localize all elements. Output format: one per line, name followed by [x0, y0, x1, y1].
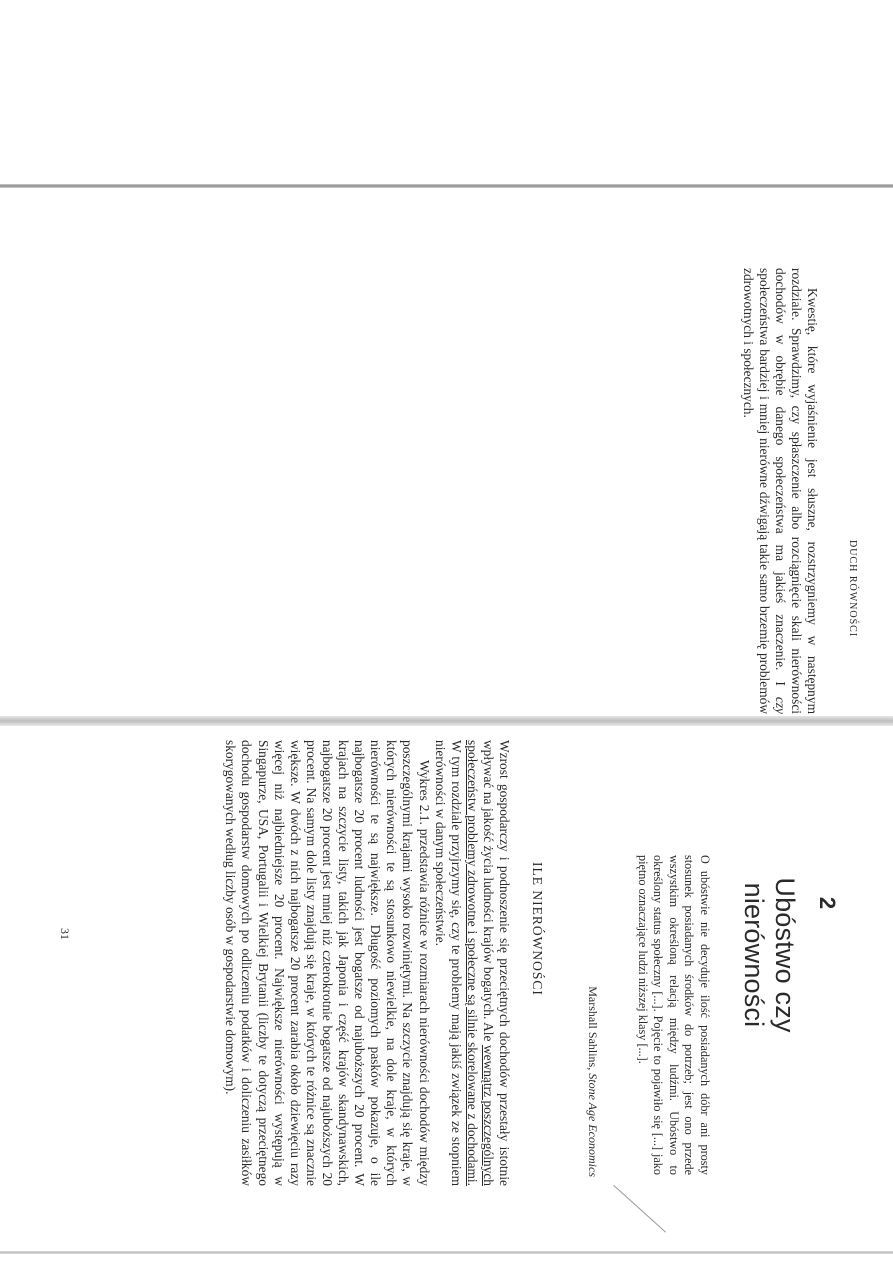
paragraph2-text: Wykres 2.1. przedstawia różnice w rozmiarach nierówności dochodów między poszczególnymi krajami wysoko rozwiniętymi. Na szczycie znajdują się kraje, w których nierówności te są stosunkowo niewielkie, na dole kraje, w których nierówności te są największe. Długość poziomych pasków pokazuje, o ile najbogatsze 20 procent ludności jest bogatsze od najuboższych 20 procent. W krajach na szczycie listy, takich jak Japonia i część krajów skandynawskich, najbogatsze 20 procent jest mniej niż czterokrotnie bogatsze od najuboższych 20 procent. Na samym dole listy znajdują się kraje, w których te różnice są znacznie większe. W dwóch z nich najbogatsze 20 procent zarabia około dziewięciu razy więcej niż najbiedniejsze 20 procent. Największe nierówności występują w Singapurze, USA, Portugalii i Wielkiej Brytanii (liczby te dotyczą przeciętnego dochodu gospodarstw domowych po odliczeniu podatków i doliczeniu zasiłków skorygowanych według liczby osób w gospodarstwie domowym). [223, 740, 432, 1186]
pencil-mark [613, 1185, 666, 1233]
paragraph1-part-1: Wzrost gospodarczy i podnoszenie się przeciętnych dochodów przestały istotnie wpływać na jakość życia ludności krajów bogatych. Ale [480, 740, 512, 1186]
epigraph [634, 855, 712, 1175]
epigraph-attribution [585, 937, 600, 1177]
chapter-title-text: Ubóstwo czy nierówności [739, 877, 800, 1033]
section-heading [529, 862, 545, 1012]
epigraph-text: O ubóstwie nie decyduje ilość posiadanych dóbr ani prosty stosunek posiadanych środków do potrzeb; jest ono przede wszystkim określoną relacją między ludźmi. Ubóstwo to określony status społeczny [...]. Pojęcie to pojawiło się [...] jako piętno oznaczające ludzi niższej klasy [...]. [635, 855, 712, 1175]
attribution-author: Marshall Sahlins, [586, 986, 600, 1074]
running-header-text: DUCH RÓWNOŚCI [847, 540, 858, 638]
page-number [57, 928, 72, 958]
chapter-title [738, 805, 800, 1105]
attribution-title: Stone Age Economics [586, 1073, 600, 1177]
right-page-body [222, 740, 512, 1186]
chapter-number-text: 2 [815, 896, 840, 910]
left-paragraph-part-2: społeczeństwa bardziej i mniej nierówne dźwigają takie samo brzemię problemów zdrowotnych i społecznych. [740, 268, 772, 714]
center-fold-rule [0, 716, 893, 726]
top-edge-rule [0, 184, 893, 188]
page-number-text: 31 [58, 928, 72, 940]
paragraph1-underlined: wewnątrz poszczególnych społeczeństw problemy zdrowotne i społeczne są silnie skorelowane z dochodami. [464, 740, 496, 1186]
bottom-edge-rule [0, 1251, 893, 1254]
chapter-number [814, 828, 840, 978]
running-header [847, 540, 858, 660]
section-heading-text: ILE NIERÓWNOŚCI [530, 862, 545, 996]
left-paragraph-italic: czy [772, 696, 788, 714]
paragraph1-part-2: W tym rozdziale przyjrzymy się, czy te problemy mają jakiś związek ze stopniem nierówności w danym społeczeństwie. [432, 740, 464, 1186]
left-paragraph-part-1: Kwestię, które wyjaśnienie jest słuszne, rozstrzygniemy w następnym rozdziale. Sprawdzimy, czy spłaszczenie albo rozciągnięcie skali nierówności dochodów w obrębie danego społeczeństwa ma jakieś znaczenie. I [772, 268, 820, 714]
left-page-paragraph [740, 268, 820, 714]
